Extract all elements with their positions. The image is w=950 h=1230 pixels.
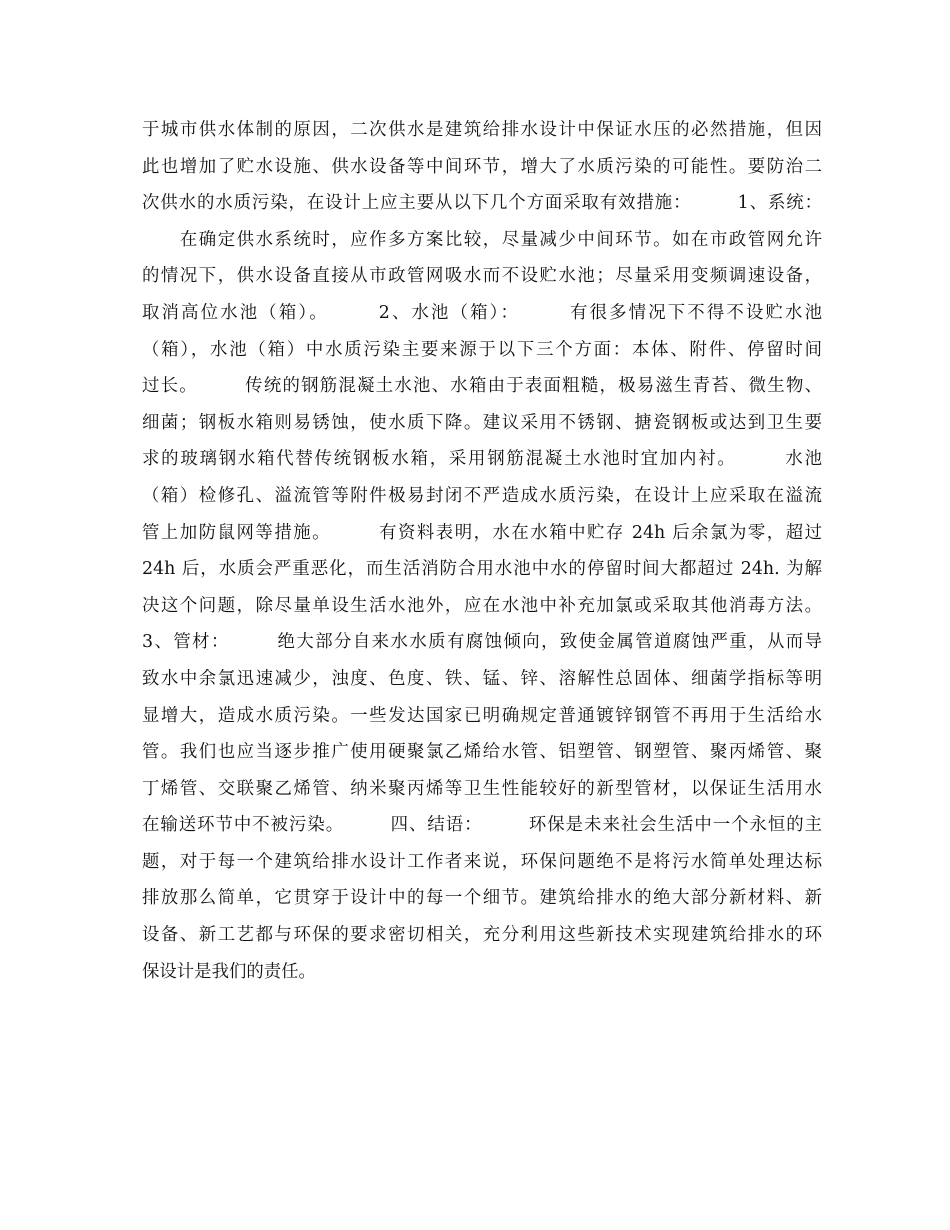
text-line: 在输送环节中不被污染。 四、结语： 环保是未来社会生活中一个永恒的主 <box>142 815 822 836</box>
text-line: 在确定供水系统时，应作多方案比较，尽量减少中间环节。如在市政管网允许 <box>142 229 822 250</box>
text-line: 过长。 传统的钢筋混凝土水池、水箱由于表面粗糙，极易滋生青苔、微生物、 <box>142 376 822 397</box>
text-line-last: 保设计是我们的责任。 <box>142 961 316 982</box>
text-line: 排放那么简单，它贯穿于设计中的每一个细节。建筑给排水的绝大部分新材料、新 <box>142 888 822 909</box>
text-line: 管。我们也应当逐步推广使用硬聚氯乙烯给水管、铝塑管、钢塑管、聚丙烯管、聚 <box>142 742 822 763</box>
text-line: 丁烯管、交联聚乙烯管、纳米聚丙烯等卫生性能较好的新型管材，以保证生活用水 <box>142 778 822 799</box>
text-line: 题，对于每一个建筑给排水设计工作者来说，环保问题绝不是将污水简单处理达标 <box>142 851 822 872</box>
text-line: 3、管材： 绝大部分自来水水质有腐蚀倾向，致使金属管道腐蚀严重，从而导 <box>142 632 822 653</box>
text-line: 管上加防鼠网等措施。 有资料表明，水在水箱中贮存 24h 后余氯为零，超过 <box>142 522 822 543</box>
text-line: 于城市供水体制的原因，二次供水是建筑给排水设计中保证水压的必然措施，但因 <box>142 120 822 140</box>
text-line: 取消高位水池（箱）。 2、水池（箱）： 有很多情况下不得不设贮水池 <box>142 302 822 323</box>
text-line: 次供水的水质污染，在设计上应主要从以下几个方面采取有效措施： 1、系统： <box>142 193 822 214</box>
body-text <box>142 112 822 990</box>
text-line: （箱），水池（箱）中水质污染主要来源于以下三个方面：本体、附件、停留时间 <box>142 339 822 360</box>
text-line: （箱）检修孔、溢流管等附件极易封闭不严造成水质污染，在设计上应采取在溢流 <box>142 485 822 506</box>
text-line: 细菌；钢板水箱则易锈蚀，使水质下降。建议采用不锈钢、搪瓷钢板或达到卫生要 <box>142 412 822 433</box>
text-line: 24h 后，水质会严重恶化，而生活消防合用水池中水的停留时间大都超过 24h. 为解 <box>142 559 822 580</box>
text-line: 决这个问题，除尽量单设生活水池外，应在水池中补充加氯或采取其他消毒方法。 <box>142 595 822 616</box>
text-line: 显增大，造成水质污染。一些发达国家已明确规定普通镀锌钢管不再用于生活给水 <box>142 705 822 726</box>
text-line: 设备、新工艺都与环保的要求密切相关，充分利用这些新技术实现建筑给排水的环 <box>142 925 822 946</box>
text-line: 致水中余氯迅速减少，浊度、色度、铁、锰、锌、溶解性总固体、细菌学指标等明 <box>142 668 822 689</box>
text-line: 的情况下，供水设备直接从市政管网吸水而不设贮水池；尽量采用变频调速设备， <box>142 266 822 287</box>
text-line: 此也增加了贮水设施、供水设备等中间环节，增大了水质污染的可能性。要防治二 <box>142 156 822 177</box>
text-line: 求的玻璃钢水箱代替传统钢板水箱，采用钢筋混凝土水池时宜加内衬。 水池 <box>142 449 822 470</box>
